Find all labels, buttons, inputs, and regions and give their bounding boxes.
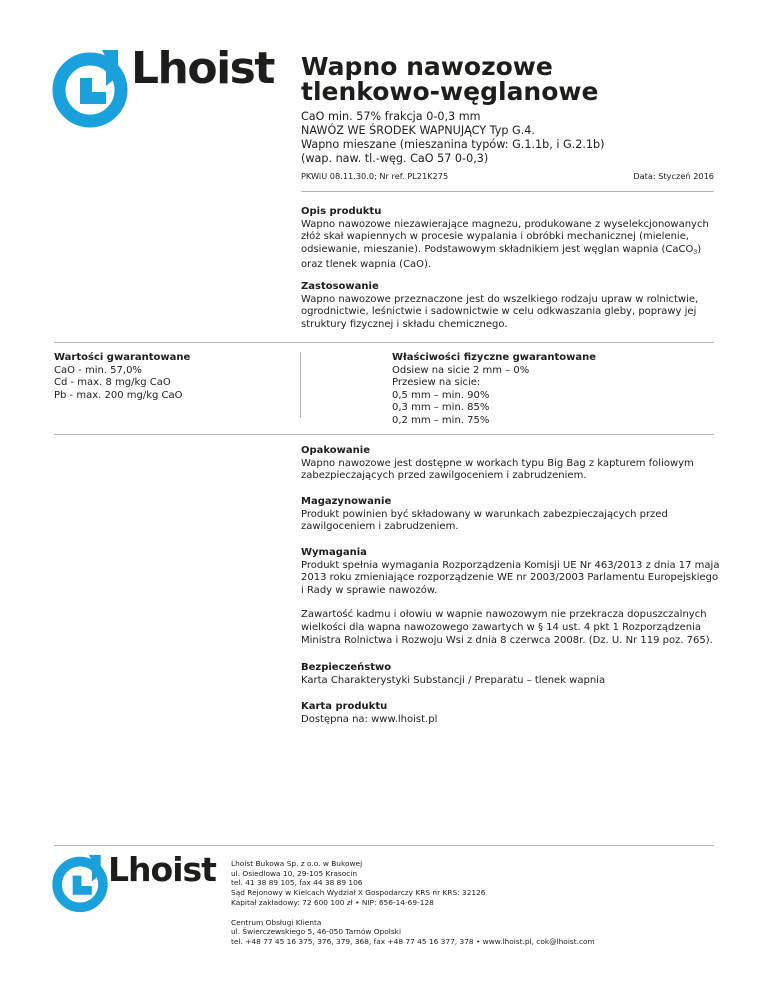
footer-spacer	[231, 908, 711, 918]
property-item: Odsiew na sicie 2 mm – 0%	[392, 364, 530, 376]
footer-brand-name: Lhoist	[108, 850, 216, 889]
section-heading: Zastosowanie	[301, 281, 379, 292]
footer-line: tel. +48 77 45 16 375, 376, 379, 368, fax +48 77 45 16 377, 378 • www.lhoist.pl, cok@lhoist.com	[231, 936, 595, 946]
footer-line: Lhoist Bukowa Sp. z o.o. w Bukowej	[231, 859, 363, 868]
section-heading: Opakowanie	[301, 445, 370, 456]
section-zastosowanie	[301, 281, 721, 331]
property-item: 0,2 mm – min. 75%	[392, 414, 490, 426]
intro-line: NAWÓZ WE ŚRODEK WAPNUJĄCY Typ G.4.	[301, 124, 535, 137]
value-item: Pb - max. 200 mg/kg CaO	[54, 389, 183, 401]
section-text: Wapno nawozowe przeznaczone jest do wszelkiego rodzaju upraw w rolnictwie, ogrodnictwie, leśnictwie i sadownictwie w celu odkwaszania gleby, poprawy jej struktury fizycznej i składu chemicznego.	[301, 293, 699, 330]
section-magazynowanie	[301, 496, 721, 534]
section-text: Zawartość kadmu i ołowiu w wapnie nawozowym nie przekracza dopuszczalnych wielkości dla wapna nawozowego zawartych w § 14 ust. 4 pkt 1 Rozporządzenia Ministra Rolnictwa i Rozwoju Wsi z dnia 8 czerwca 2008r. (Dz. U. Nr 119 poz. 765).	[301, 609, 713, 646]
divider	[301, 191, 714, 192]
section-text: Produkt powinien być składowany w warunkach zabezpieczających przed zawilgoceniem i zabrudzeniem.	[301, 508, 668, 533]
reference-number: PKWiU 08.11.30.0; Nr ref. PL21K275	[301, 171, 449, 181]
section-opakowanie	[301, 445, 721, 483]
footer-line: ul. Świerczewskiego 5, 46-050 Tarnów Opolski	[231, 927, 401, 937]
subscript: 3	[693, 248, 698, 256]
section-bezpieczenstwo	[301, 662, 721, 687]
section-opis	[301, 206, 721, 272]
divider	[54, 342, 714, 343]
section-text: Karta Charakterystyki Substancji / Preparatu – tlenek wapnia	[301, 674, 606, 686]
physical-properties	[392, 352, 692, 428]
section-karta	[301, 701, 721, 726]
value-item: Cd - max. 8 mg/kg CaO	[54, 377, 171, 389]
title-line-2: tlenkowo-węglanowe	[301, 77, 599, 106]
column-divider	[300, 352, 301, 418]
footer-contact	[231, 859, 711, 947]
section-heading: Wymagania	[301, 547, 367, 558]
title-line-1: Wapno nawozowe	[301, 52, 553, 81]
footer-line: ul. Osiedlowa 10, 29-105 Krasocin	[231, 868, 358, 878]
property-item: 0,3 mm – min. 85%	[392, 402, 490, 414]
footer-line: Sąd Rejonowy w Kielcach Wydział X Gospodarczy KRS nr KRS: 32126	[231, 888, 486, 898]
section-heading: Karta produktu	[301, 701, 388, 712]
guaranteed-values	[54, 352, 284, 402]
section-wymagania	[301, 547, 721, 647]
footer-line: Kapitał zakładowy: 72 600 100 zł • NIP: 656-14-69-128	[231, 897, 434, 907]
intro-line: (wap. naw. tl.-węg. CaO 57 0-0,3)	[301, 152, 489, 165]
column-heading: Właściwości fizyczne gwarantowane	[392, 352, 597, 363]
section-heading: Magazynowanie	[301, 496, 392, 507]
divider	[54, 434, 714, 435]
intro-line: Wapno mieszane (mieszanina typów: G.1.1b, i G.2.1b)	[301, 138, 605, 151]
opis-text: Wapno nawozowe niezawierające magnezu, produkowane z wyselekcjonowanych złóż skał wapiennych w procesie wypalania i obróbki mechanicznej (mielenie, odsiewanie, mieszanie). Podstawowym składnikiem jest węglan wapnia (CaCO	[301, 218, 709, 255]
section-heading: Bezpieczeństwo	[301, 662, 392, 673]
section-heading: Opis produktu	[301, 206, 382, 217]
value-item: CaO - min. 57,0%	[54, 364, 142, 376]
section-text: Produkt spełnia wymagania Rozporządzenia Komisji UE Nr 463/2013 z dnia 17 maja 2013 roku zmieniające rozporządzenie WE nr 2003/2003 Parlamentu Europejskiego i Rady w sprawie nawozów.	[301, 559, 720, 596]
property-item: Przesiew na sicie:	[392, 377, 481, 389]
column-heading: Wartości gwarantowane	[54, 352, 191, 363]
footer-line: tel. 41 38 89 105, fax 44 38 89 106	[231, 878, 363, 888]
section-text	[301, 219, 721, 272]
section-text: Dostępna na: www.lhoist.pl	[301, 713, 438, 725]
page-title	[301, 54, 731, 104]
lhoist-logo-icon	[52, 46, 136, 130]
footer-line: Centrum Obsługi Klienta	[231, 917, 322, 927]
footer-divider	[54, 845, 714, 846]
property-item: 0,5 mm – min. 90%	[392, 389, 490, 401]
document-date: Data: Styczeń 2016	[633, 171, 714, 181]
intro-line: CaO min. 57% frakcja 0-0,3 mm	[301, 110, 481, 123]
opis-text-end: ) oraz tlenek wapnia (CaO).	[301, 243, 702, 271]
product-intro	[301, 110, 731, 166]
lhoist-footer-logo-icon	[52, 852, 114, 914]
brand-name: Lhoist	[131, 43, 274, 94]
section-text: Wapno nawozowe jest dostępne w workach typu Big Bag z kapturem foliowym zabezpieczających przed zawilgoceniem i zabrudzeniem.	[301, 457, 694, 482]
